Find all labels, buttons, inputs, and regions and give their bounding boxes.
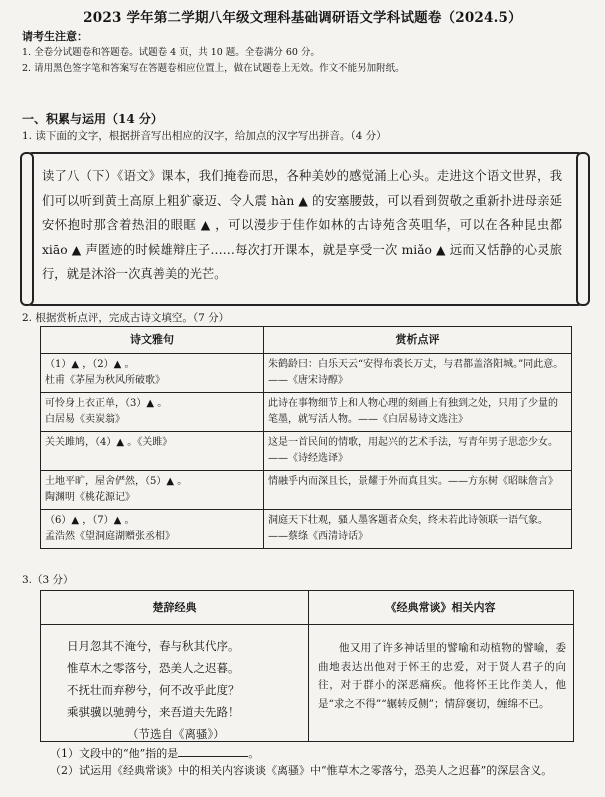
- poem-line: 日月忽其不淹兮，春与秋其代序。: [67, 639, 240, 653]
- notice-item: 1. 全卷分试题卷和答题卷。试题卷 4 页，共 10 题。全卷满分 60 分。: [22, 47, 320, 58]
- table-row: [41, 354, 572, 393]
- poem-excerpt: [67, 635, 240, 745]
- table-row: [41, 510, 572, 549]
- question-3-sub1: [50, 745, 259, 761]
- poem-line: 不抚壮而弃秽兮，何不改乎此度？: [67, 683, 240, 697]
- verse-source: 孟浩然《望洞庭湖赠张丞相》: [45, 531, 175, 542]
- table-row: [41, 393, 572, 432]
- box-header-right: 《经典常谈》相关内容: [385, 601, 496, 614]
- verse-line: 可怜身上衣正单，（3）▲ 。: [45, 398, 168, 409]
- box-header-left: 楚辞经典: [152, 601, 197, 614]
- comment-cell: 情融乎内而深且长，景耀于外而真且实。——方东树《昭昧詹言》: [264, 471, 572, 510]
- comment-cell: 这是一首民间的情歌，用起兴的艺术手法，写青年男子思恋少女。 ——《诗经选译》: [264, 432, 572, 471]
- section-heading: 一、积累与运用（14 分）: [22, 112, 163, 126]
- question-1-passage: 读了八（下）《语文》课本，我们掩卷而思，各种美妙的感觉涌上心头。走进这个语文世界，我们可以听到黄土高原上粗犷豪迈、令人震 hàn ▲ 的安塞腰鼓，可以看到贺敬之重新扑进母亲延安怀抱时那含着热泪的眼眶 ▲ ，可以漫步于佳作如林的古诗苑含英咀华，可以在各种昆虫都 xiāo ▲ 声匿迹的时候雄辩庄子……每次打开课本，就是享受一次 miǎo ▲ 远而又恬静的心灵旅行，就是沐浴一次真善美的光芒。: [42, 169, 562, 282]
- table-row: [41, 432, 572, 471]
- poem-line: 乘骐骥以驰骋兮，来吾道夫先路！: [67, 705, 240, 719]
- table-header-left: 诗文雅句: [41, 327, 264, 354]
- poetry-fill-table: [40, 326, 572, 549]
- question-1-prompt: 1. 读下面的文字，根据拼音写出相应的汉字，给加点的汉字写出拼音。（4 分）: [22, 130, 387, 142]
- question-3-box: [40, 590, 574, 742]
- question-2-prompt: 2. 根据赏析点评，完成古诗文填空。（7 分）: [22, 312, 230, 324]
- comment-cell: 洞庭天下壮观，骚人墨客题者众矣，终未若此诗领联一语气象。 ——蔡绦《西清诗话》: [264, 510, 572, 549]
- verse-line: 土地平旷，屋舍俨然，（5）▲ 。: [45, 476, 188, 487]
- verse-source: 白居易《卖炭翁》: [45, 414, 125, 425]
- answer-blank[interactable]: [178, 756, 248, 757]
- passage-scroll-frame: [28, 152, 582, 306]
- notice-heading: 请考生注意：: [22, 30, 88, 43]
- verse-line: （1）▲ ，（2）▲ 。: [45, 359, 135, 370]
- poem-source: （节选自《离骚》）: [127, 727, 225, 741]
- question-3-prompt: 3.（3 分）: [22, 574, 74, 586]
- question-3-sub2: （2）试运用《经典常谈》中的相关内容谈谈《离骚》中“惟草木之零落兮，恐美人之迟暮”的深层含义。: [50, 764, 553, 777]
- poem-line: 惟草木之零落兮，恐美人之迟暮。: [67, 661, 240, 675]
- verse-source: 陶渊明《桃花源记》: [45, 492, 135, 503]
- table-row: [41, 471, 572, 510]
- comment-cell: 朱鹤龄曰：白乐天云“安得布裘长万丈，与君都盖洛阳城。”同此意。 ——《唐宋诗醇》: [264, 354, 572, 393]
- sub1-end: 。: [248, 747, 260, 760]
- notice-item: 2. 请用黑色签字笔和答案写在答题卷相应位置上，做在试题卷上无效。作文不能另加附纸。: [22, 63, 405, 74]
- comment-cell: 此诗在事物细节上和人物心理的刻画上有独到之处，只用了少量的笔墨，就写活人物。——《白居易诗文选注》: [264, 393, 572, 432]
- verse-line: 关关雎鸠，（4）▲ 。《关雎》: [45, 437, 173, 448]
- sub1-text: （1）文段中的“他”指的是: [50, 747, 179, 760]
- classic-commentary: 他又用了许多神话里的譬喻和动植物的譬喻，委曲地表达出他对于怀王的忠爱，对于贤人君子的向往，对于群小的深恶痛疾。他将怀王比作美人，他是“求之不得”“辗转反侧”；情辞褒切，缠绵不已。: [318, 642, 566, 710]
- verse-source: 杜甫《茅屋为秋风所破歌》: [45, 375, 165, 386]
- verse-line: （6）▲ ，（7）▲ 。: [45, 515, 135, 526]
- header-divider: [41, 624, 573, 625]
- page-title: 2023 学年第二学期八年级文理科基础调研语文学科试题卷（2024.5）: [83, 10, 522, 26]
- table-header-right: 赏析点评: [264, 327, 572, 354]
